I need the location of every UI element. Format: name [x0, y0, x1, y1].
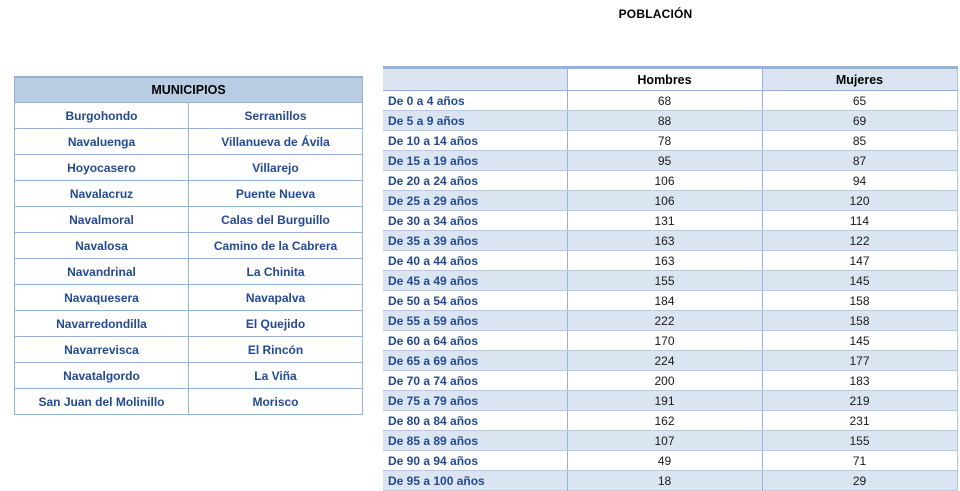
municipio-cell: Navalosa: [15, 233, 189, 259]
municipio-cell: El Rincón: [189, 337, 363, 363]
age-range-label: De 65 a 69 años: [383, 351, 567, 371]
mujeres-value: 155: [762, 431, 957, 451]
population-header-hombres: Hombres: [567, 68, 762, 91]
mujeres-value: 65: [762, 91, 957, 111]
municipios-table: [14, 76, 363, 415]
municipio-cell: Villarejo: [189, 155, 363, 181]
hombres-value: 68: [567, 91, 762, 111]
age-range-label: De 45 a 49 años: [383, 271, 567, 291]
mujeres-value: 145: [762, 331, 957, 351]
municipio-cell: Navapalva: [189, 285, 363, 311]
hombres-value: 106: [567, 191, 762, 211]
mujeres-value: 183: [762, 371, 957, 391]
age-range-label: De 60 a 64 años: [383, 331, 567, 351]
population-row: [383, 451, 957, 471]
population-row: [383, 371, 957, 391]
population-row: [383, 291, 957, 311]
hombres-value: 49: [567, 451, 762, 471]
population-row: [383, 91, 957, 111]
municipios-section: [14, 76, 363, 415]
municipio-cell: Serranillos: [189, 103, 363, 129]
age-range-label: De 40 a 44 años: [383, 251, 567, 271]
hombres-value: 162: [567, 411, 762, 431]
population-row: [383, 331, 957, 351]
municipio-row: [15, 181, 363, 207]
age-range-label: De 85 a 89 años: [383, 431, 567, 451]
municipio-cell: Navandrinal: [15, 259, 189, 285]
hombres-value: 95: [567, 151, 762, 171]
municipio-cell: Navatalgordo: [15, 363, 189, 389]
age-range-label: De 95 a 100 años: [383, 471, 567, 491]
hombres-value: 88: [567, 111, 762, 131]
population-row: [383, 271, 957, 291]
hombres-value: 200: [567, 371, 762, 391]
municipios-header: MUNICIPIOS: [15, 77, 363, 103]
age-range-label: De 25 a 29 años: [383, 191, 567, 211]
population-row: [383, 391, 957, 411]
hombres-value: 184: [567, 291, 762, 311]
mujeres-value: 219: [762, 391, 957, 411]
municipio-cell: El Quejido: [189, 311, 363, 337]
population-row: [383, 351, 957, 371]
population-row: [383, 131, 957, 151]
mujeres-value: 87: [762, 151, 957, 171]
population-row: [383, 111, 957, 131]
age-range-label: De 30 a 34 años: [383, 211, 567, 231]
municipio-row: [15, 103, 363, 129]
mujeres-value: 85: [762, 131, 957, 151]
mujeres-value: 147: [762, 251, 957, 271]
mujeres-value: 71: [762, 451, 957, 471]
hombres-value: 224: [567, 351, 762, 371]
mujeres-value: 120: [762, 191, 957, 211]
page-title: POBLACIÓN: [618, 7, 693, 21]
mujeres-value: 231: [762, 411, 957, 431]
age-range-label: De 75 a 79 años: [383, 391, 567, 411]
municipio-row: [15, 285, 363, 311]
hombres-value: 163: [567, 251, 762, 271]
population-row: [383, 471, 957, 491]
age-range-label: De 70 a 74 años: [383, 371, 567, 391]
municipio-row: [15, 311, 363, 337]
population-header-row: [383, 68, 957, 91]
municipios-header-row: [15, 77, 363, 103]
municipio-cell: Navaquesera: [15, 285, 189, 311]
municipio-row: [15, 129, 363, 155]
municipio-cell: Puente Nueva: [189, 181, 363, 207]
municipio-cell: Navalacruz: [15, 181, 189, 207]
municipio-cell: Navarrevisca: [15, 337, 189, 363]
population-header-mujeres: Mujeres: [762, 68, 957, 91]
mujeres-value: 114: [762, 211, 957, 231]
population-row: [383, 431, 957, 451]
municipio-cell: Navaluenga: [15, 129, 189, 155]
municipio-cell: Burgohondo: [15, 103, 189, 129]
hombres-value: 131: [567, 211, 762, 231]
population-header-empty: [383, 68, 567, 91]
mujeres-value: 122: [762, 231, 957, 251]
municipio-cell: Morisco: [189, 389, 363, 415]
municipio-row: [15, 155, 363, 181]
municipio-cell: Navarredondilla: [15, 311, 189, 337]
municipio-cell: Villanueva de Ávila: [189, 129, 363, 155]
population-row: [383, 251, 957, 271]
age-range-label: De 0 a 4 años: [383, 91, 567, 111]
age-range-label: De 90 a 94 años: [383, 451, 567, 471]
mujeres-value: 177: [762, 351, 957, 371]
age-range-label: De 5 a 9 años: [383, 111, 567, 131]
municipio-cell: La Chinita: [189, 259, 363, 285]
age-range-label: De 50 a 54 años: [383, 291, 567, 311]
mujeres-value: 158: [762, 311, 957, 331]
hombres-value: 106: [567, 171, 762, 191]
population-row: [383, 191, 957, 211]
municipio-cell: Hoyocasero: [15, 155, 189, 181]
municipio-row: [15, 233, 363, 259]
age-range-label: De 20 a 24 años: [383, 171, 567, 191]
population-row: [383, 151, 957, 171]
mujeres-value: 69: [762, 111, 957, 131]
municipio-cell: Navalmoral: [15, 207, 189, 233]
municipio-cell: La Viña: [189, 363, 363, 389]
age-range-label: De 80 a 84 años: [383, 411, 567, 431]
mujeres-value: 158: [762, 291, 957, 311]
hombres-value: 170: [567, 331, 762, 351]
municipio-row: [15, 389, 363, 415]
population-section: [383, 66, 958, 491]
population-row: [383, 311, 957, 331]
population-row: [383, 231, 957, 251]
hombres-value: 18: [567, 471, 762, 491]
hombres-value: 78: [567, 131, 762, 151]
mujeres-value: 94: [762, 171, 957, 191]
age-range-label: De 55 a 59 años: [383, 311, 567, 331]
hombres-value: 222: [567, 311, 762, 331]
municipio-row: [15, 363, 363, 389]
age-range-label: De 10 a 14 años: [383, 131, 567, 151]
population-row: [383, 211, 957, 231]
municipio-cell: Calas del Burguillo: [189, 207, 363, 233]
hombres-value: 163: [567, 231, 762, 251]
municipio-cell: San Juan del Molinillo: [15, 389, 189, 415]
hombres-value: 191: [567, 391, 762, 411]
municipio-row: [15, 337, 363, 363]
population-row: [383, 411, 957, 431]
population-row: [383, 171, 957, 191]
hombres-value: 107: [567, 431, 762, 451]
population-table: [383, 66, 958, 491]
mujeres-value: 145: [762, 271, 957, 291]
age-range-label: De 15 a 19 años: [383, 151, 567, 171]
municipio-cell: Camino de la Cabrera: [189, 233, 363, 259]
mujeres-value: 29: [762, 471, 957, 491]
municipio-row: [15, 207, 363, 233]
municipio-row: [15, 259, 363, 285]
age-range-label: De 35 a 39 años: [383, 231, 567, 251]
hombres-value: 155: [567, 271, 762, 291]
